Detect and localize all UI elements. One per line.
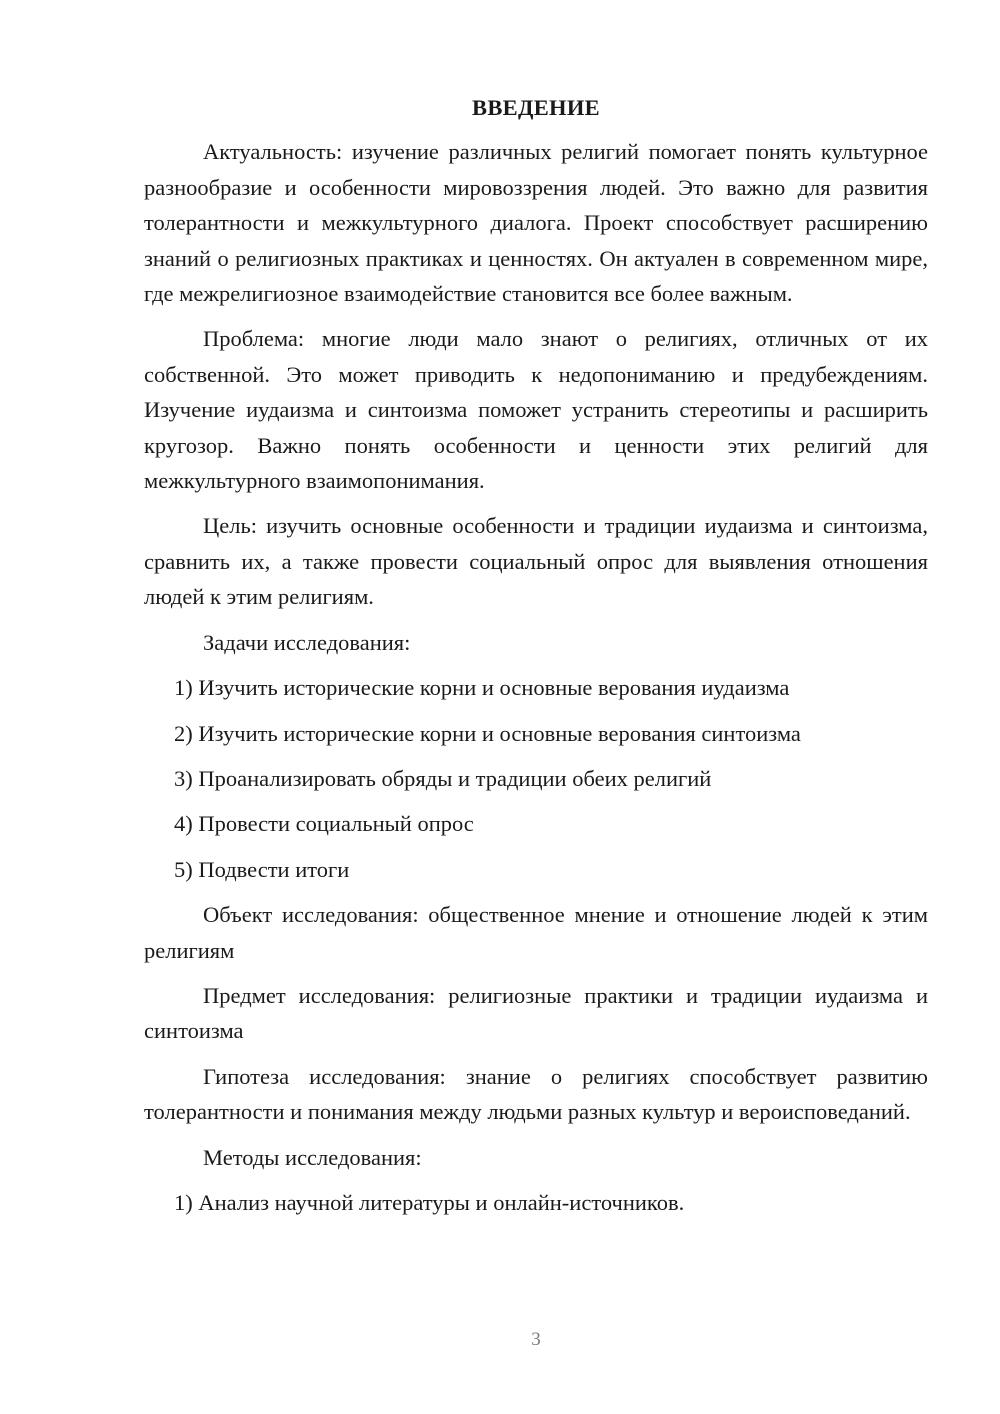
relevance-paragraph: Актуальность: изучение различных религий помогает понять культурное разнообразие и особенности мировоззрения людей. Это важно для развития толерантности и межкультурного диалога. Проект способствует расширению знаний о религиозных практиках и ценностях. Он актуален в современном мире, где межрелигиозное взаимодействие становится все более важным. xyxy=(144,139,928,307)
subject-paragraph: Предмет исследования: религиозные практики и традиции иудаизма и синтоизма xyxy=(144,982,928,1044)
list-item: 2) Изучить исторические корни и основные верования синтоизма xyxy=(174,720,801,746)
list-item: 5) Подвести итоги xyxy=(174,856,350,882)
document-page xyxy=(144,90,928,1230)
methods-heading: Методы исследования: xyxy=(203,1144,422,1170)
methods-list xyxy=(144,1185,928,1220)
tasks-heading: Задачи исследования: xyxy=(203,629,411,655)
tasks-list xyxy=(144,670,928,887)
goal-paragraph: Цель: изучить основные особенности и традиции иудаизма и синтоизма, сравнить их, а также провести социальный опрос для выявления отношения людей к этим религиям. xyxy=(144,513,928,610)
problem-paragraph: Проблема: многие люди мало знают о религиях, отличных от их собственной. Это может приводить к недопониманию и предубеждениям. Изучение иудаизма и синтоизма поможет устранить стереотипы и расширить кругозор. Важно понять особенности и ценности этих религий для межкультурного взаимопонимания. xyxy=(144,326,928,494)
page-title: ВВЕДЕНИЕ xyxy=(472,95,600,120)
hypothesis-paragraph: Гипотеза исследования: знание о религиях способствует развитию толерантности и понимания между людьми разных культур и вероисповеданий. xyxy=(144,1063,928,1125)
list-item: 3) Проанализировать обряды и традиции обеих религий xyxy=(174,765,712,791)
list-item: 4) Провести социальный опрос xyxy=(174,811,474,837)
list-item: 1) Анализ научной литературы и онлайн-источников. xyxy=(174,1189,685,1215)
page-number: 3 xyxy=(531,1329,541,1350)
object-paragraph: Объект исследования: общественное мнение и отношение людей к этим религиям xyxy=(144,902,928,963)
list-item: 1) Изучить исторические корни и основные верования иудаизма xyxy=(174,675,790,701)
